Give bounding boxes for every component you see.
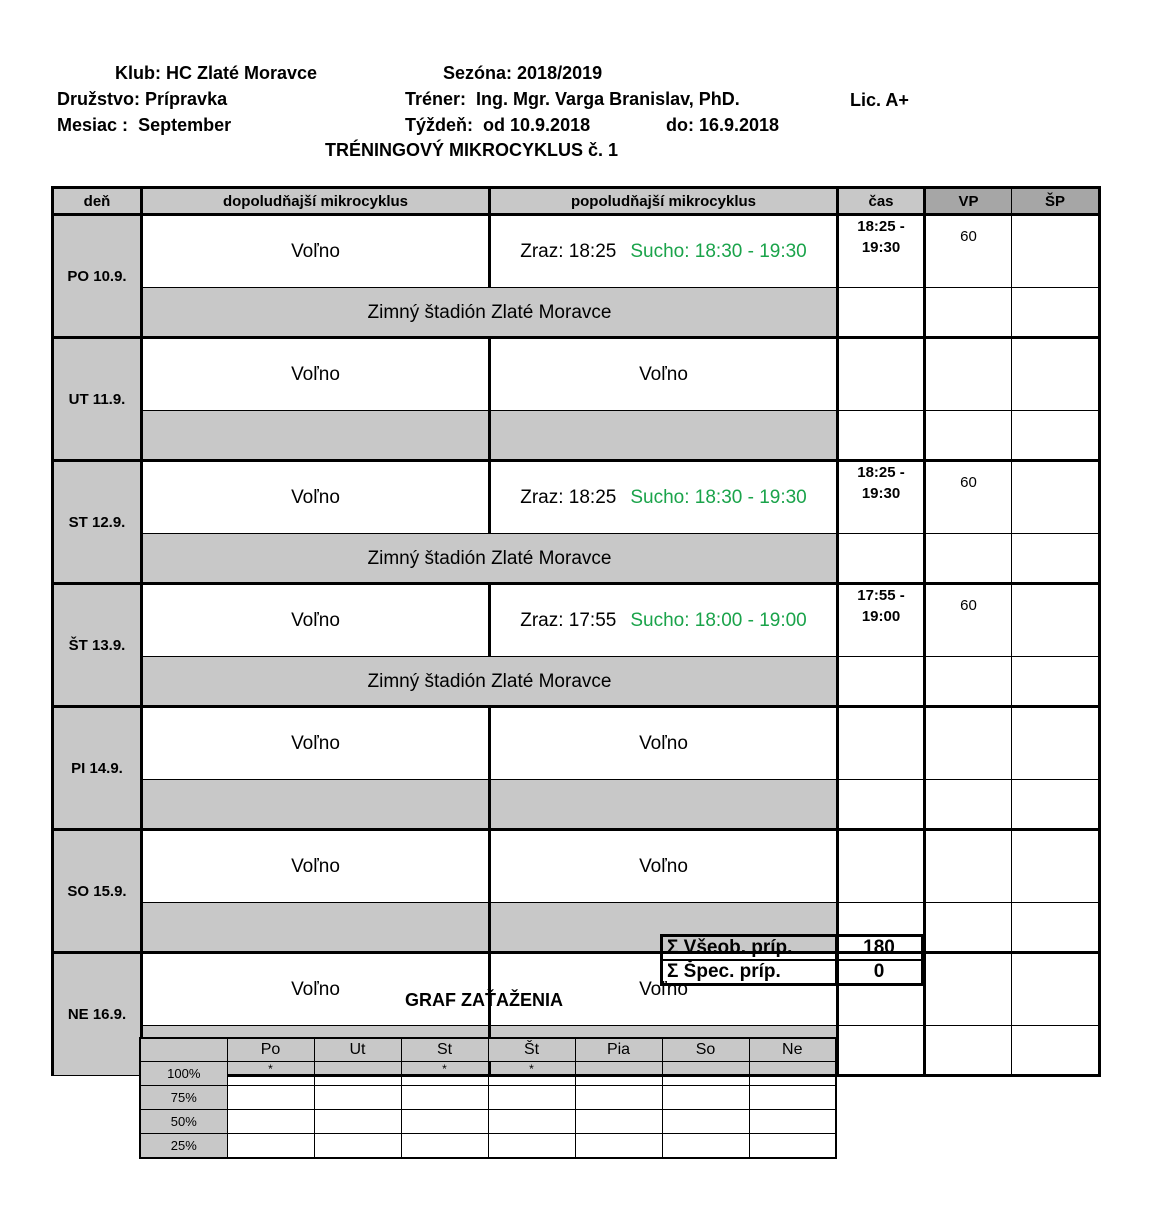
afternoon-cell: Voľno (490, 830, 838, 903)
time-cell-extra (838, 780, 925, 830)
sum-special-value: 0 (836, 960, 923, 985)
season-label: Sezóna: (443, 63, 513, 83)
load-day-header: Po (227, 1038, 314, 1062)
afternoon-cell: Voľno (490, 953, 838, 1026)
location-cell: Zimný štadión Zlaté Moravce (142, 657, 838, 707)
load-mark-cell (314, 1062, 401, 1086)
day-row-location (53, 534, 1100, 584)
sp-cell-extra (1012, 780, 1100, 830)
col-time: čas (838, 188, 925, 215)
sp-cell-extra (1012, 657, 1100, 707)
col-sp: ŠP (1012, 188, 1100, 215)
club-line (115, 63, 317, 83)
sp-cell (1012, 830, 1100, 903)
day-row-location (53, 903, 1100, 953)
sum-general-row (662, 936, 923, 961)
afternoon-cell: Voľno (490, 707, 838, 780)
load-mark-cell (662, 1062, 749, 1086)
vp-cell-extra (925, 780, 1012, 830)
week-to: do: 16.9.2018 (666, 115, 780, 135)
load-level-row (140, 1062, 836, 1086)
morning-cell: Voľno (142, 830, 490, 903)
load-level-label: 50% (140, 1110, 227, 1134)
load-level-row (140, 1134, 836, 1159)
col-morning: dopoludňajší mikrocyklus (142, 188, 490, 215)
day-row-main (53, 707, 1100, 780)
team-label: Družstvo: (57, 89, 141, 109)
week-line (405, 115, 590, 135)
load-mark-cell (575, 1086, 662, 1110)
coach-value: Ing. Mgr. Varga Branislav, PhD. (476, 89, 740, 109)
afternoon-note-cell (490, 780, 838, 830)
load-mark-cell (488, 1134, 575, 1159)
vp-cell: 60 (925, 461, 1012, 534)
vp-cell-extra (925, 534, 1012, 584)
day-row-main (53, 830, 1100, 903)
load-mark-cell (662, 1110, 749, 1134)
load-mark-cell (662, 1086, 749, 1110)
sum-general-label: Σ Všeob. príp. (662, 936, 837, 961)
day-label: ST 12.9. (53, 461, 142, 584)
load-mark-cell (749, 1086, 836, 1110)
morning-note-cell (142, 903, 490, 953)
load-level-row (140, 1110, 836, 1134)
morning-cell: Voľno (142, 584, 490, 657)
load-level-label: 25% (140, 1134, 227, 1159)
sp-cell (1012, 584, 1100, 657)
location-cell: Zimný štadión Zlaté Moravce (142, 288, 838, 338)
vp-cell-extra (925, 411, 1012, 461)
week-from: od 10.9.2018 (483, 115, 591, 135)
col-vp: VP (925, 188, 1012, 215)
day-label: PO 10.9. (53, 215, 142, 338)
day-row-main (53, 338, 1100, 411)
time-cell-extra (838, 534, 925, 584)
dry-training-time: Sucho: 18:30 - 19:30 (630, 240, 807, 262)
sp-cell (1012, 338, 1100, 411)
morning-cell: Voľno (142, 953, 490, 1026)
club-name: HC Zlaté Moravce (166, 63, 318, 83)
season-value: 2018/2019 (517, 63, 603, 83)
load-chart-table (139, 1037, 837, 1159)
vp-cell: 60 (925, 215, 1012, 288)
time-cell-extra (838, 288, 925, 338)
morning-cell: Voľno (142, 707, 490, 780)
load-mark-cell (227, 1110, 314, 1134)
afternoon-cell (490, 215, 838, 288)
month-line (57, 115, 231, 135)
time-cell: 17:55 - 19:00 (838, 584, 925, 657)
day-row-main (53, 953, 1100, 1026)
morning-cell: Voľno (142, 461, 490, 534)
col-afternoon: popoludňajší mikrocyklus (490, 188, 838, 215)
load-mark-cell: * (488, 1062, 575, 1086)
vp-cell-extra (925, 1026, 1012, 1076)
load-level-label: 75% (140, 1086, 227, 1110)
load-mark-cell (575, 1110, 662, 1134)
schedule-header-row (53, 188, 1100, 215)
load-mark-cell (575, 1062, 662, 1086)
coach-label: Tréner: (405, 89, 467, 109)
vp-cell (925, 830, 1012, 903)
day-label: SO 15.9. (53, 830, 142, 953)
vp-cell (925, 707, 1012, 780)
sum-special-label: Σ Špec. príp. (662, 960, 837, 985)
load-mark-cell (314, 1086, 401, 1110)
season-line (443, 63, 602, 83)
load-mark-cell (314, 1110, 401, 1134)
load-mark-cell (314, 1134, 401, 1159)
load-day-header: Pia (575, 1038, 662, 1062)
load-mark-cell: * (401, 1062, 488, 1086)
time-cell (838, 830, 925, 903)
morning-note-cell (142, 780, 490, 830)
sp-cell-extra (1012, 288, 1100, 338)
load-mark-cell (227, 1086, 314, 1110)
team-line (57, 89, 227, 109)
day-label: PI 14.9. (53, 707, 142, 830)
sp-cell (1012, 953, 1100, 1026)
sp-cell-extra (1012, 1026, 1100, 1076)
load-mark-cell (749, 1110, 836, 1134)
coach-line (405, 89, 740, 109)
sp-cell-extra (1012, 903, 1100, 953)
vp-cell-extra (925, 903, 1012, 953)
col-day: deň (53, 188, 142, 215)
load-mark-cell (749, 1134, 836, 1159)
month-value: September (138, 115, 232, 135)
load-mark-cell (488, 1086, 575, 1110)
club-label: Klub: (115, 63, 161, 83)
day-row-location (53, 288, 1100, 338)
schedule-table (51, 186, 1101, 1077)
time-cell (838, 338, 925, 411)
sp-cell (1012, 461, 1100, 534)
load-level-row (140, 1086, 836, 1110)
load-day-header: Št (488, 1038, 575, 1062)
time-cell (838, 707, 925, 780)
load-chart-title: GRAF ZAŤAŽENIA (405, 990, 563, 1010)
month-label: Mesiac : (57, 115, 129, 135)
day-label: NE 16.9. (53, 953, 142, 1076)
load-mark-cell (401, 1110, 488, 1134)
day-row-location (53, 411, 1100, 461)
vp-cell (925, 953, 1012, 1026)
load-day-header: So (662, 1038, 749, 1062)
load-chart-header (140, 1038, 836, 1062)
day-row-location (53, 780, 1100, 830)
sums-table (660, 934, 924, 986)
vp-cell-extra (925, 288, 1012, 338)
gathering-time: Zraz: 18:25 (520, 240, 617, 262)
team-value: Prípravka (145, 89, 228, 109)
load-mark-cell (401, 1086, 488, 1110)
load-mark-cell (662, 1134, 749, 1159)
load-day-header: St (401, 1038, 488, 1062)
time-cell-extra (838, 411, 925, 461)
time-cell: 18:25 - 19:30 (838, 215, 925, 288)
day-label: UT 11.9. (53, 338, 142, 461)
load-mark-cell (575, 1134, 662, 1159)
load-day-header: Ne (749, 1038, 836, 1062)
morning-cell: Voľno (142, 338, 490, 411)
sp-cell (1012, 215, 1100, 288)
dry-training-time: Sucho: 18:30 - 19:30 (630, 486, 807, 508)
afternoon-note-cell (490, 411, 838, 461)
vp-cell: 60 (925, 584, 1012, 657)
vp-cell-extra (925, 657, 1012, 707)
load-level-label: 100% (140, 1062, 227, 1086)
gathering-time: Zraz: 17:55 (520, 609, 617, 631)
day-row-main (53, 584, 1100, 657)
load-day-header: Ut (314, 1038, 401, 1062)
load-mark-cell: * (227, 1062, 314, 1086)
day-label: ŠT 13.9. (53, 584, 142, 707)
time-cell-extra (838, 1026, 925, 1076)
load-mark-cell (401, 1134, 488, 1159)
load-corner (140, 1038, 227, 1062)
sum-special-row (662, 960, 923, 985)
afternoon-cell: Voľno (490, 338, 838, 411)
load-mark-cell (749, 1062, 836, 1086)
morning-cell: Voľno (142, 215, 490, 288)
time-cell: 18:25 - 19:30 (838, 461, 925, 534)
day-row-main (53, 461, 1100, 534)
afternoon-cell (490, 584, 838, 657)
license: Lic. A+ (850, 90, 909, 110)
week-label: Týždeň: (405, 115, 474, 135)
sp-cell-extra (1012, 411, 1100, 461)
page-title: TRÉNINGOVÝ MIKROCYKLUS č. 1 (325, 140, 619, 160)
morning-note-cell (142, 411, 490, 461)
sum-general-value: 180 (836, 936, 923, 961)
day-row-main (53, 215, 1100, 288)
vp-cell (925, 338, 1012, 411)
day-row-location (53, 657, 1100, 707)
gathering-time: Zraz: 18:25 (520, 486, 617, 508)
afternoon-cell (490, 461, 838, 534)
dry-training-time: Sucho: 18:00 - 19:00 (630, 609, 807, 631)
sp-cell-extra (1012, 534, 1100, 584)
time-cell-extra (838, 657, 925, 707)
sp-cell (1012, 707, 1100, 780)
load-mark-cell (488, 1110, 575, 1134)
location-cell: Zimný štadión Zlaté Moravce (142, 534, 838, 584)
load-mark-cell (227, 1134, 314, 1159)
